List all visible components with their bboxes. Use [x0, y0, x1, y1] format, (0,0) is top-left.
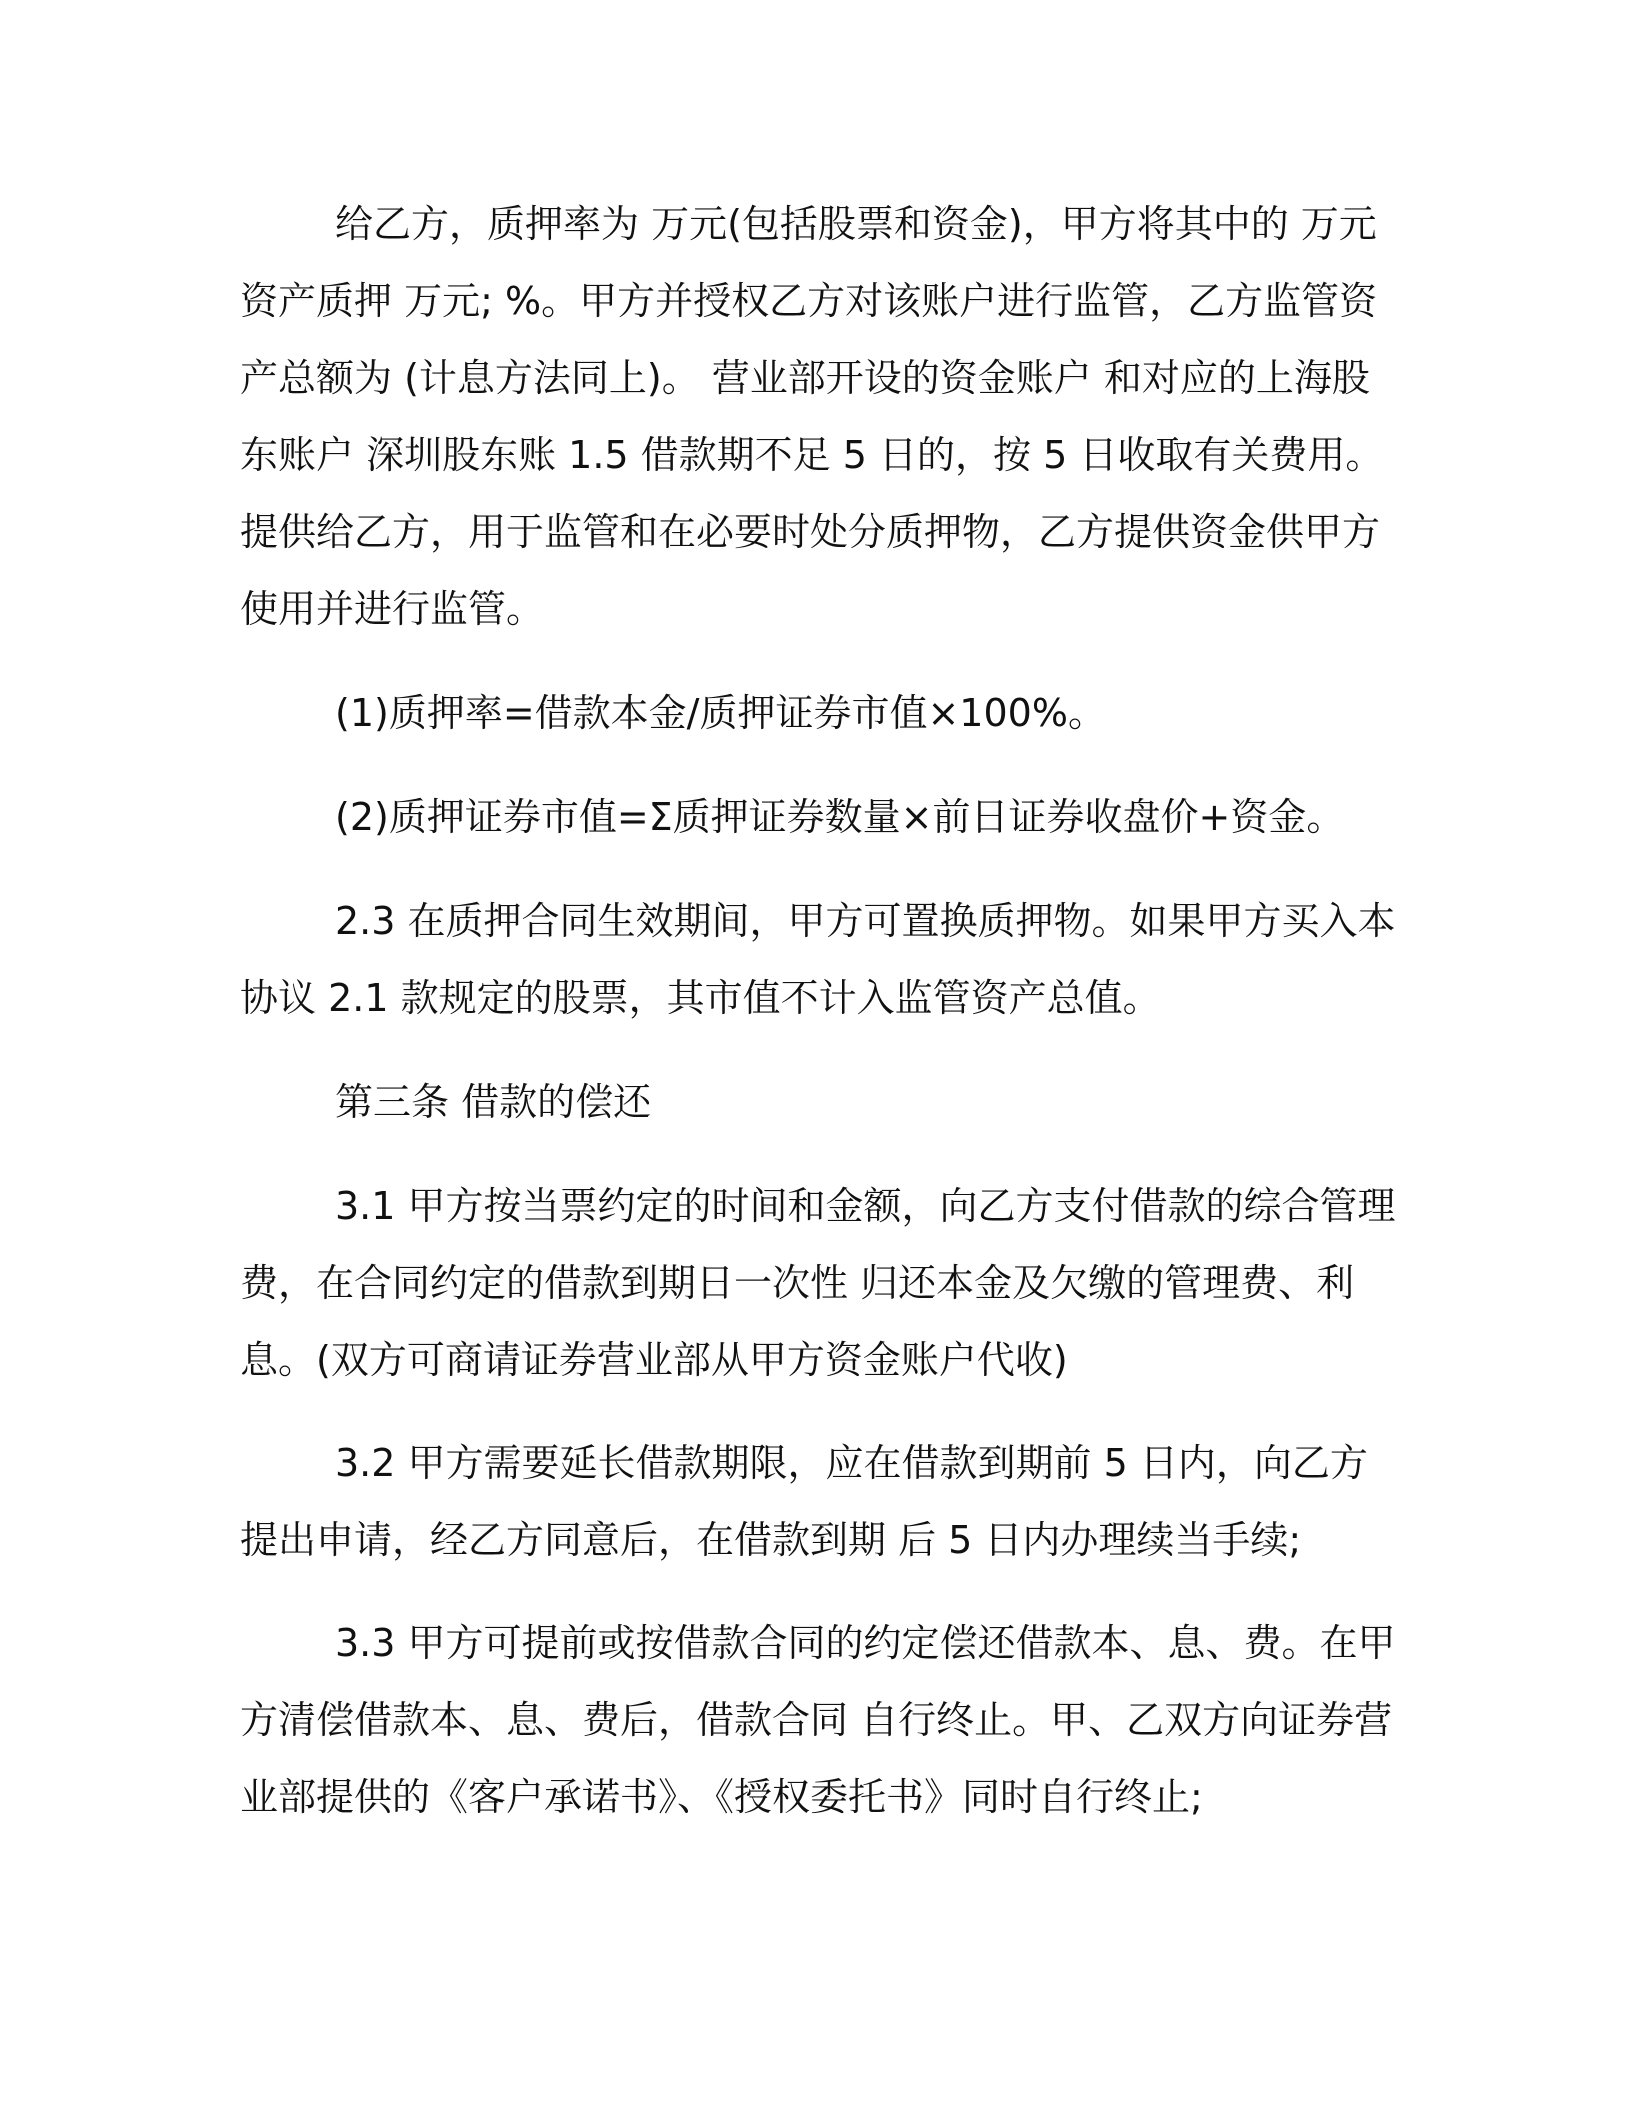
paragraph-pledge-terms: 给乙方，质押率为 万元(包括股票和资金)，甲方将其中的 万元资产质押 万元; %。甲方并授权乙方对该账户进行监管，乙方监管资产总额为 (计息方法同上)。 营业部开设的资金账户 和对应的上海股东账户 深圳股东账 1.5 借款期不足 5 日的，按 5 日收取有关费用。 提供给乙方，用于监管和在必要时处分质押物，乙方提供资金供甲方使用并进行监管。	[240, 202, 1384, 631]
section-heading-article-3: 第三条 借款的偿还	[335, 1080, 652, 1124]
paragraph-market-value-formula: (2)质押证券市值=Σ质押证券数量×前日证券收盘价+资金。	[335, 795, 1345, 839]
paragraph-3-1: 3.1 甲方按当票约定的时间和金额，向乙方支付借款的综合管理费，在合同约定的借款到期日一次性 归还本金及欠缴的管理费、利息。(双方可商请证券营业部从甲方资金账户代收)	[240, 1184, 1396, 1382]
paragraph-pledge-rate-formula: (1)质押率=借款本金/质押证券市值×100%。	[335, 691, 1106, 735]
paragraph-3-2: 3.2 甲方需要延长借款期限，应在借款到期前 5 日内，向乙方提出申请，经乙方同意后，在借款到期 后 5 日内办理续当手续;	[240, 1441, 1368, 1562]
document-body	[240, 186, 1400, 1836]
paragraph-2-3: 2.3 在质押合同生效期间，甲方可置换质押物。如果甲方买入本协议 2.1 款规定的股票，其市值不计入监管资产总值。	[240, 899, 1396, 1020]
paragraph-3-3: 3.3 甲方可提前或按借款合同的约定偿还借款本、息、费。在甲方清偿借款本、息、费后，借款合同 自行终止。甲、乙双方向证券营业部提供的《客户承诺书》、《授权委托书》同时自行终止;	[240, 1621, 1396, 1819]
